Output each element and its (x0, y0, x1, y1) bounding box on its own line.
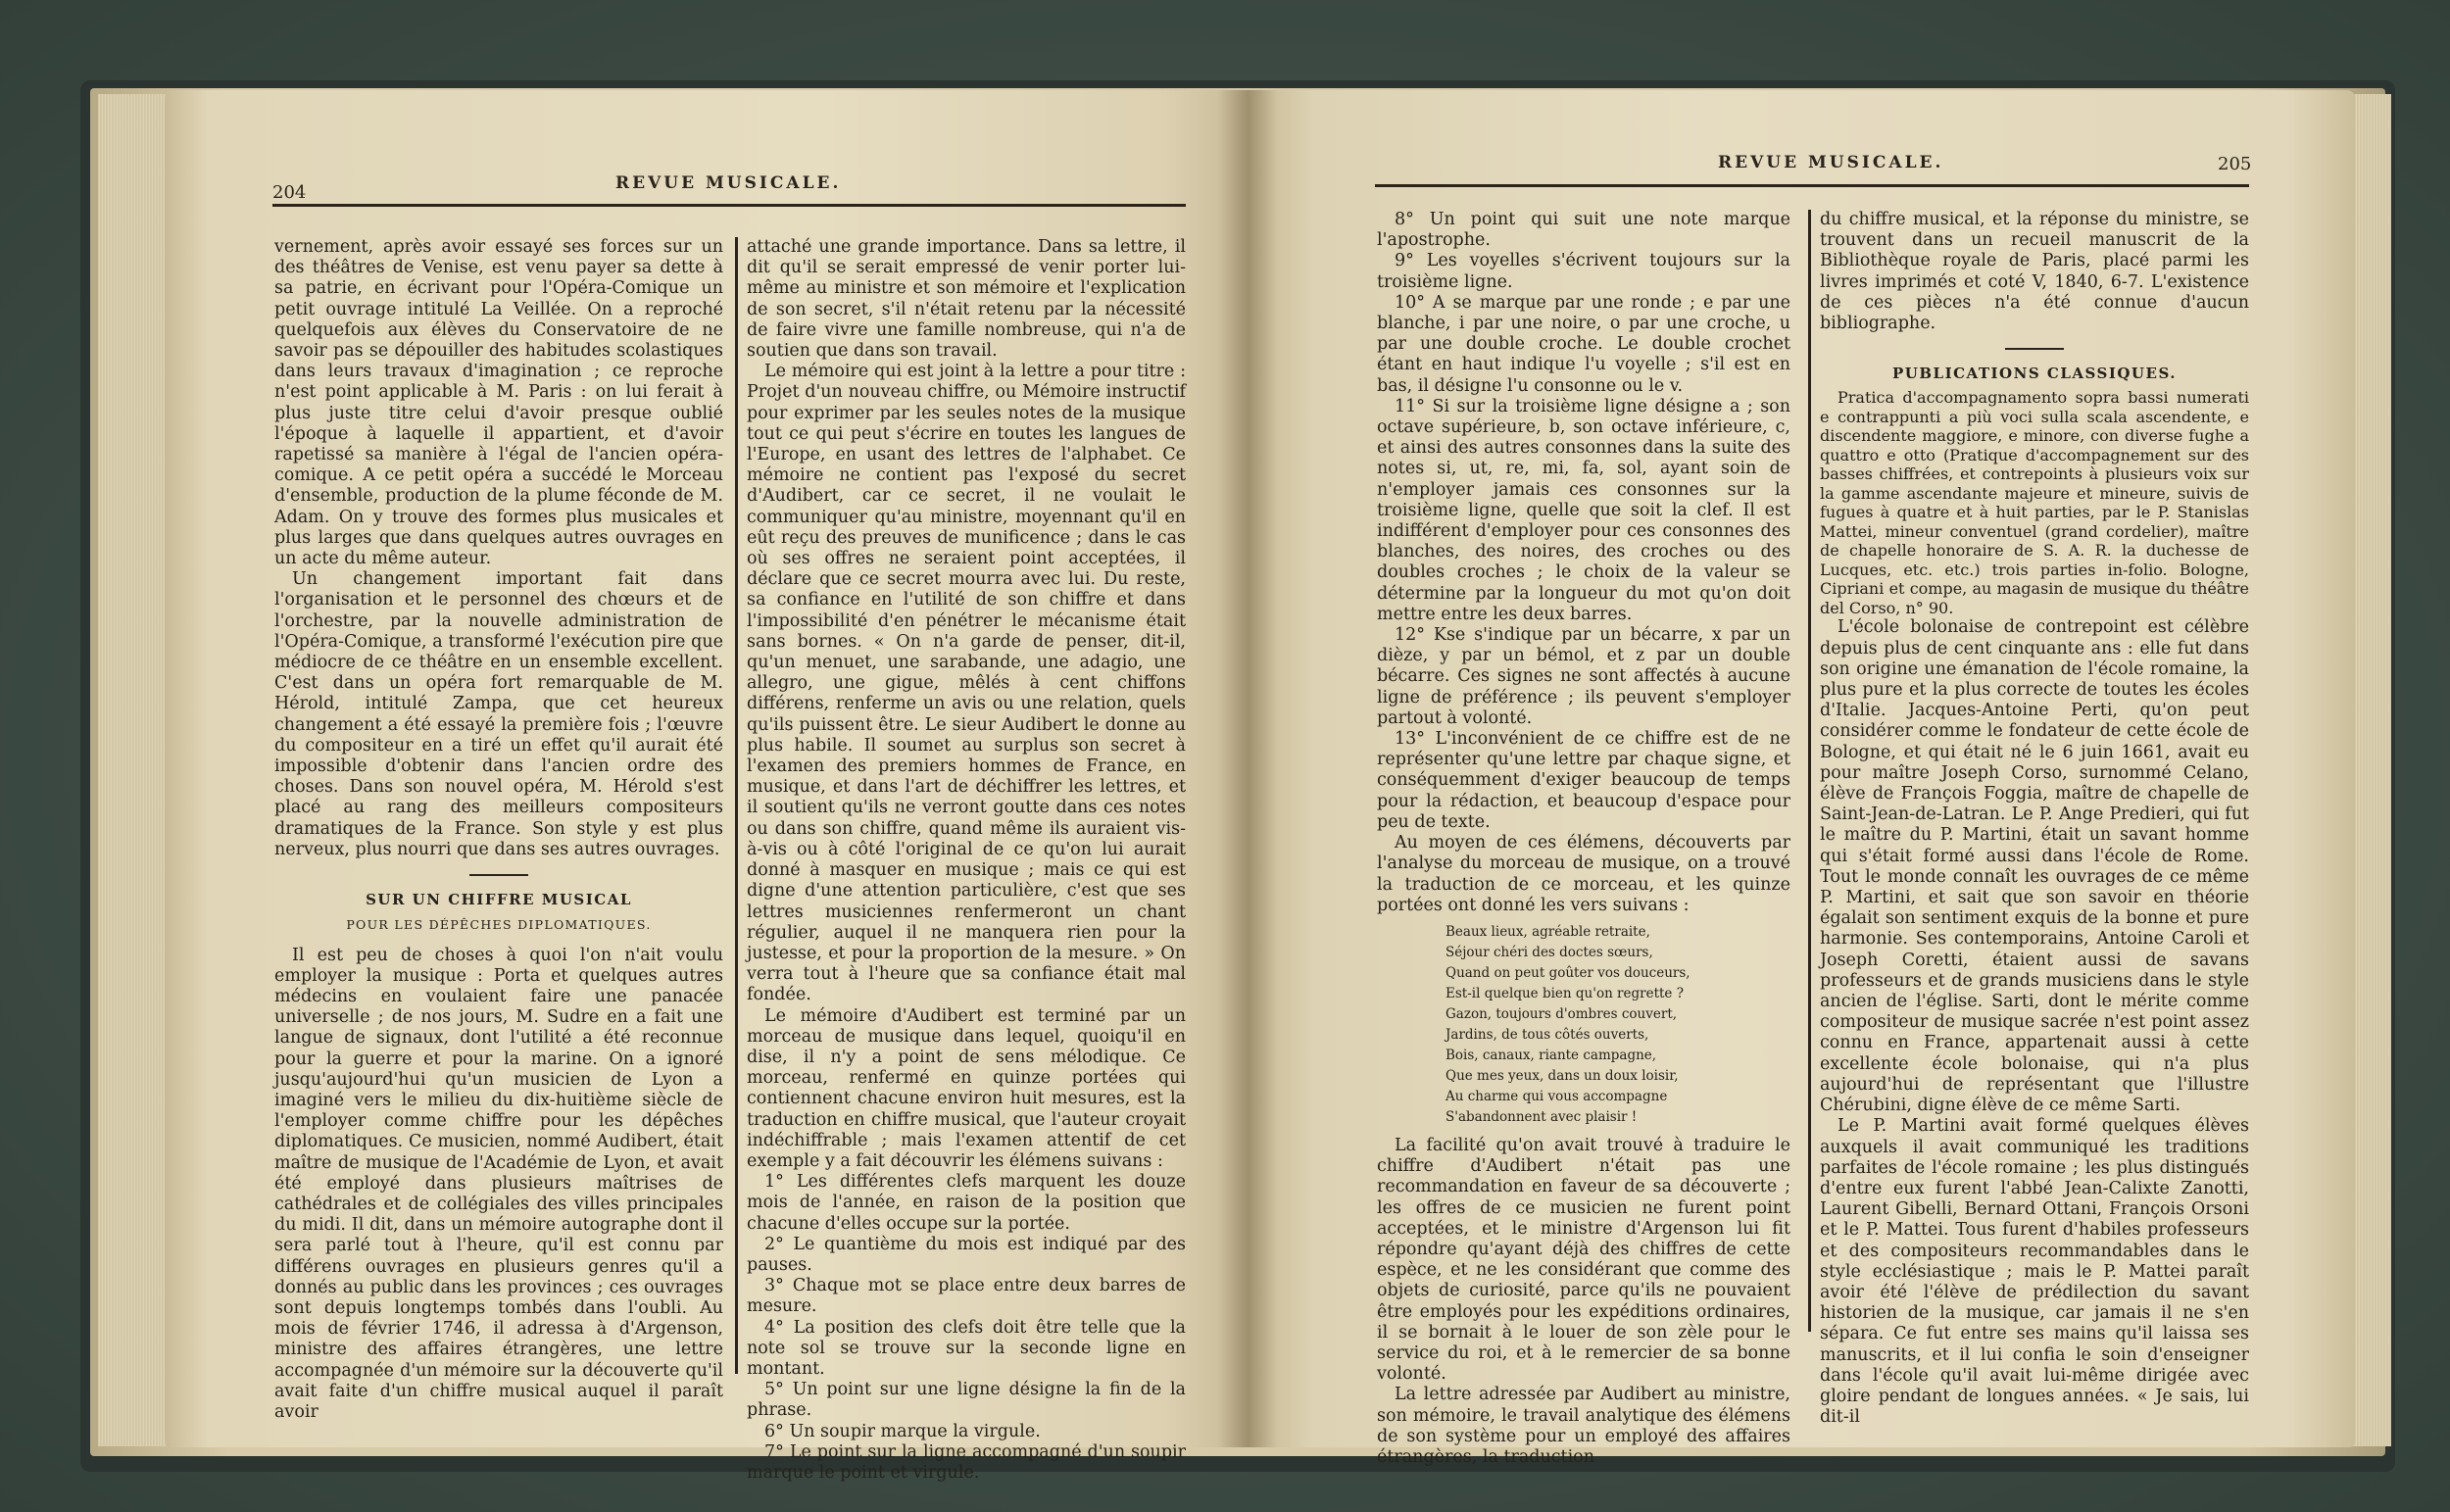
running-title: REVUE MUSICALE. (1718, 153, 1944, 172)
poem-line: Quand on peut goûter vos douceurs, (1446, 964, 1690, 981)
list-item: 2° Le quantième du mois est indiqué par des pauses. (747, 1234, 1186, 1275)
paragraph: Le mémoire d'Audibert est terminé par un morceau de musique dans lequel, quoiqu'il en dise, il n'y a point de sens mélodique. Ce morceau, renfermé en quinze portées qui contiennent chacune environ huit mesures, est la traduction en chiffre musical, que l'auteur croyait indéchiffrable ; mais l'examen attentif de cet exemple y a fait découvrir les élémens suivans : (747, 1005, 1186, 1171)
paragraph: L'école bolonaise de contrepoint est célèbre depuis plus de cent cinquante ans : elle fut dans son origine une émanation de l'école romaine, la plus pure et la plus correcte de toutes les écoles d'Italie. Jacques-Antoine Perti, qu'on peut considérer comme le fondateur de cette école de Bologne, et qui était né le 6 juin 1661, avait eu pour maître Joseph Corso, surnommé Celano, élève de François Foggia, maître de chapelle de Saint-Jean-de-Latran. Le P. Ange Predieri, qui fut le maître du P. Martini, était un savant homme qui s'était formé aussi dans l'école de Rome. Tout le monde connaît les ouvrages de ce même P. Martini, et sait que son savoir en théorie égalait son sentiment exquis de la bonne et pure harmonie. Ses contemporains, Antoine Caroli et Joseph Coretti, étaient aussi de savans professeurs et de grands musiciens dans le style ancien de l'église. Sarti, dont le mérite comme compositeur de musique sacrée n'est point assez connu en France, appartenait aussi à cette excellente école bolonaise, qui n'a plus aujourd'hui de représentant que l'illustre Chérubini, digne élève de ce même Sarti. (1820, 617, 2249, 1116)
left-column-2 (747, 237, 1186, 1484)
page-number: 204 (272, 182, 307, 203)
header-rule (1375, 184, 2249, 187)
paragraph: vernement, après avoir essayé ses forces sur un des théâtres de Venise, est venu payer sa dette à sa patrie, en écrivant pour l'Opéra-Comique un petit ouvrage intitulé La Veillée. On a reproché quelquefois aux élèves du Conservatoire de ne savoir pas se dépouiller des habitudes scolastiques dans leurs travaux d'imagination ; ce reproche n'est point applicable à M. Paris : on lui ferait à plus juste titre celui d'avoir presque oublié l'époque à laquelle il appartient, et d'avoir rapetissé sa manière à l'égal de l'ancien opéra-comique. A ce petit opéra a succédé le Morceau d'ensemble, production de la plume féconde de M. Adam. On y trouve des formes plus musicales et plus larges que dans quelques autres ouvrages en un acte du même auteur. (274, 237, 723, 569)
list-item: 9° Les voyelles s'écrivent toujours sur la troisième ligne. (1377, 251, 1790, 292)
right-column-2 (1820, 210, 2249, 1428)
list-item: 4° La position des clefs doit être telle que la note sol se trouve sur la seconde ligne en montant. (747, 1317, 1186, 1379)
right-page (1248, 90, 2355, 1467)
list-item: 7° Le point sur la ligne accompagné d'un soupir marque le point et virgule. (747, 1441, 1186, 1483)
column-rule (735, 237, 738, 1374)
book-gutter (1218, 90, 1277, 1447)
paragraph: du chiffre musical, et la réponse du ministre, se trouvent dans un recueil manuscrit de la Bibliothèque royale de Paris, placé parmi les livres imprimés et coté V, 1840, 6-7. L'existence de ces pièces n'a été connue d'aucun bibliographe. (1820, 210, 2249, 334)
list-item: 13° L'inconvénient de ce chiffre est de ne représenter qu'une lettre par chaque signe, et conséquemment d'exiger beaucoup de temps pour la rédaction, et beaucoup d'espace pour peu de texte. (1377, 729, 1790, 832)
poem-line: Au charme qui vous accompagne (1446, 1088, 1668, 1104)
right-page-edges (2352, 94, 2391, 1446)
poem-line: Que mes yeux, dans un doux loisir, (1446, 1067, 1679, 1084)
poem-line: Est-il quelque bien qu'on regrette ? (1446, 985, 1684, 1001)
running-title: REVUE MUSICALE. (615, 173, 842, 193)
article-subheading: POUR LES DÉPÊCHES DIPLOMATIQUES. (346, 917, 652, 933)
separator-rule (2005, 348, 2064, 350)
right-column-1 (1377, 210, 1790, 1468)
paragraph: La facilité qu'on avait trouvé à traduire le chiffre d'Audibert n'était pas une recommandation en faveur de sa découverte ; les offres de ce musicien ne furent point acceptées, et le ministre d'Argenson lui fit répondre qu'ayant déjà des chiffres de cette espèce, et ne les considérant que comme des objets de curiosité, parce qu'ils ne pouvaient être employés pour les expéditions ordinaires, il se bornait à le louer de son zèle pour le service du roi, et à le remercier de sa bonne volonté. (1377, 1135, 1790, 1385)
list-item: 10° A se marque par une ronde ; e par une blanche, i par une noire, o par une croche, u par une double croche. Le double crochet étant en haut indique l'u voyelle ; s'il est en bas, il désigne l'u consonne ou le v. (1377, 292, 1790, 396)
poem-line: Séjour chéri des doctes sœurs, (1446, 944, 1653, 960)
section-heading: PUBLICATIONS CLASSIQUES. (1892, 365, 2177, 383)
left-page-edges (98, 94, 167, 1446)
paragraph: Un changement important fait dans l'organisation et le personnel des chœurs et de l'orchestre, par la nouvelle administration de l'Opéra-Comique, a transformé l'exécution pire que médiocre de ce théâtre en un ensemble excellent. C'est dans un opéra fort remarquable de M. Hérold, intitulé Zampa, que cet heureux changement a été essayé la première fois ; l'œuvre du compositeur en a tiré un effet qu'il aurait été impossible d'obtenir dans l'ancien ordre des choses. Dans son nouvel opéra, M. Hérold s'est placé au rang des meilleurs compositeurs dramatiques de la France. Son style y est plus nerveux, plus nourri que dans ses autres ouvrages. (274, 569, 723, 859)
column-rule (1808, 210, 1811, 1332)
paragraph: Au moyen de ces élémens, découverts par l'analyse du morceau de musique, on a trouvé la traduction de ce morceau, et les quinze portées ont donné les vers suivans : (1377, 833, 1790, 915)
poem-line: S'abandonnent avec plaisir ! (1446, 1108, 1638, 1125)
publication-entry: Pratica d'accompagnamento sopra bassi numerati e contrappunti a più voci sulla scala ascendente, e discendente maggiore, e minore, con diverse fughe a quattro e otto (Pratique d'accompagnement sur des basses chiffrées, et contrepoints à plusieurs voix sur la gamme ascendante majeure et mineure, suivis de fugues à quatre et à huit parties, par le P. Stanislas Mattei, mineur conventuel (grand cordelier), maître de chapelle honoraire de S. A. R. la duchesse de Lucques, etc. etc.) trois parties in-folio. Bologne, Cipriani et compe, au magasin de musique du théâtre del Corso, n° 90. (1820, 388, 2249, 617)
left-column-1 (274, 237, 723, 1423)
paragraph: Le P. Martini avait formé quelques élèves auxquels il avait communiqué les traditions parfaites de l'école romaine ; les plus distingués d'entre eux furent l'abbé Jean-Calixte Zanotti, Laurent Gibelli, Bernard Ottani, François Orsoni et le P. Mattei. Tous furent d'habiles professeurs et des compositeurs recommandables dans le style ecclésiastique ; mais le P. Mattei paraît avoir été l'élève de prédilection du savant historien de la musique, car jamais il ne s'en sépara. Ce fut entre ses mains qu'il laissa ses manuscrits, et il lui confia le soin d'enseigner dans l'école qu'il avait lui-même dirigée avec gloire pendant de longues années. « Je sais, lui dit-il (1820, 1116, 2249, 1428)
list-item: 12° Kse s'indique par un bécarre, x par un dièze, y par un bémol, et z par un double bécarre. Ces signes ne sont affectés à aucune ligne de préférence ; ils peuvent s'employer partout à volonté. (1377, 625, 1790, 728)
list-item: 3° Chaque mot se place entre deux barres de mesure. (747, 1276, 1186, 1317)
list-item: 11° Si sur la troisième ligne désigne a ; son octave supérieure, b, son octave inférieure, c, et ainsi des autres consonnes dans la suite des notes si, ut, re, mi, fa, sol, ayant soin de n'employer jamais ces consonnes sur la troisième ligne, quelle que soit la clef. Il est indifférent d'employer pour ces consonnes des blanches, des noires, des croches ou des doubles croches ; le choix de la valeur se détermine par la longueur du mot qu'on doit mettre entre les deux barres. (1377, 396, 1790, 624)
paragraph: Il est peu de choses à quoi l'on n'ait voulu employer la musique : Porta et quelques autres médecins en voulaient faire une panacée universelle ; de nos jours, M. Sudre en a fait une langue de signaux, dont l'utilité a été reconnue pour la guerre et pour la marine. On a ignoré jusqu'aujourd'hui qu'un musicien de Lyon a imaginé vers le milieu du dix-huitième siècle de l'employer comme chiffre pour les dépêches diplomatiques. Ce musicien, nommé Audibert, était maître de musique de l'Académie de Lyon, et avait été employé dans plusieurs maîtrises de cathédrales et de collégiales des villes principales du midi. Il dit, dans un mémoire autographe dont il sera parlé tout à l'heure, qu'il est connu par différens ouvrages en plusieurs genres qu'il a donnés au public dans les provinces ; ces ouvrages sont depuis longtemps tombés dans l'oubli. Au mois de février 1746, il adressa à d'Argenson, ministre des affaires étrangères, une lettre accompagnée d'un mémoire sur la découverte qu'il avait faite d'un chiffre musical auquel il paraît avoir (274, 945, 723, 1422)
poem-line: Gazon, toujours d'ombres couvert, (1446, 1005, 1678, 1022)
page-number: 205 (2218, 154, 2252, 174)
poem-line: Bois, canaux, riante campagne, (1446, 1047, 1657, 1063)
poem (1377, 922, 1790, 1128)
list-item: 8° Un point qui suit une note marque l'apostrophe. (1377, 210, 1790, 251)
paragraph: attaché une grande importance. Dans sa lettre, il dit qu'il se serait empressé de venir porter lui-même au ministre et son mémoire et l'explication de son secret, s'il n'était retenu par la nécessité de faire vivre une famille nombreuse, qui n'a de soutien que dans son travail. (747, 237, 1186, 362)
left-page (165, 90, 1248, 1483)
poem-line: Jardins, de tous côtés ouverts, (1446, 1026, 1649, 1043)
list-item: 5° Un point sur une ligne désigne la fin de la phrase. (747, 1380, 1186, 1421)
paragraph: Le mémoire qui est joint à la lettre a pour titre : Projet d'un nouveau chiffre, ou Mémoire instructif pour exprimer par les seules notes de la musique tout ce qui peut s'écrire en toutes les langues de l'Europe, en usant des lettres de l'alphabet. Ce mémoire ne contient pas l'exposé du secret d'Audibert, car ce secret, il ne voulait le communiquer qu'au ministre, moyennant qu'il en eût reçu des preuves de munificence ; dans le cas où ses offres ne seraient point acceptées, il déclare que ce secret mourra avec lui. Du reste, sa confiance en l'utilité de son chiffre et dans l'impossibilité d'en pénétrer le mécanisme était sans bornes. « On n'a garde de penser, dit-il, qu'un menuet, une sarabande, une adagio, une allegro, une gigue, mêlés à cent chiffons différens, renferme un avis ou une relation, quels qu'ils puissent être. Le sieur Audibert le donne au plus habile. Il soumet au surplus son secret à l'examen des premiers hommes de France, en musique, et dans l'art de déchiffrer les lettres, et il soutient qu'ils ne verront goutte dans ces notes ou dans son chiffre, quand même ils auraient vis-à-vis ou à côté l'original de ce qu'on lui aurait donné à masquer en musique ; mais ce qui est digne d'une attention particulière, c'est que ses lettres musiciennes renfermeront un chant régulier, auquel il ne manquera rien pour la justesse, et pour la proportion de la mesure. » On verra tout à l'heure que sa confiance était mal fondée. (747, 362, 1186, 1005)
header-rule (272, 204, 1186, 207)
list-item: 1° Les différentes clefs marquent les douze mois de l'année, en raison de la position que chacune d'elles occupe sur la portée. (747, 1172, 1186, 1234)
poem-line: Beaux lieux, agréable retraite, (1446, 923, 1650, 940)
list-item: 6° Un soupir marque la virgule. (764, 1421, 1041, 1441)
paragraph: La lettre adressée par Audibert au ministre, son mémoire, le travail analytique des élémens de son système pour un employé des affaires étrangères, la traduction (1377, 1385, 1790, 1467)
article-heading: SUR UN CHIFFRE MUSICAL (366, 891, 632, 909)
separator-rule (469, 874, 528, 876)
